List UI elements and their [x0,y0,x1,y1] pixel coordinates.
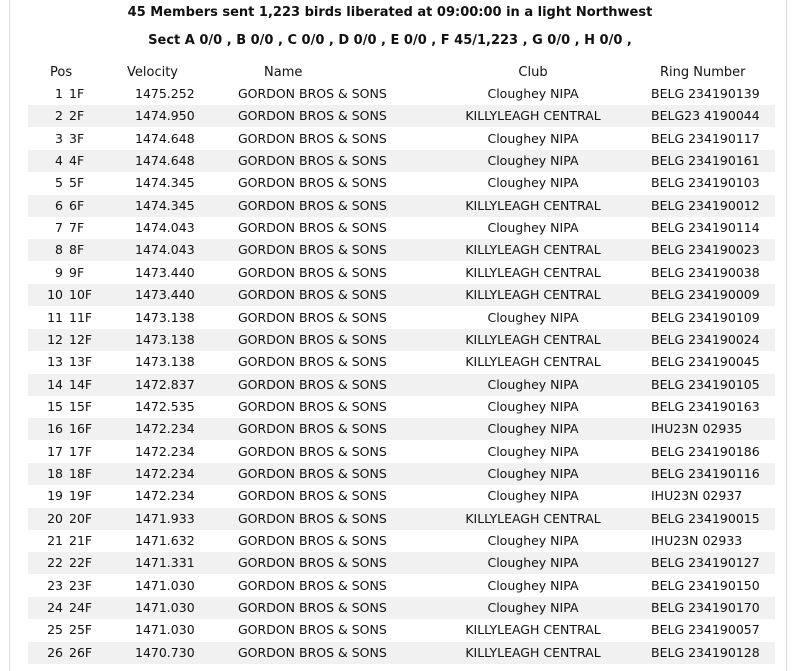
position-number: 15 [47,398,63,414]
table-row [28,262,775,284]
table-row [28,172,775,194]
position-code: 9F [69,264,85,280]
name-cell: GORDON BROS & SONS [238,220,387,236]
col-header-club: Club [518,65,548,80]
club-cell: KILLYLEAGH CENTRAL [465,242,601,258]
position-number: 23 [47,577,63,593]
table-row [28,530,775,552]
ring-number-cell: BELG 234190109 [651,309,760,325]
name-cell: GORDON BROS & SONS [238,421,387,437]
pos-cell [28,331,93,349]
ring-number-cell: BELG 234190057 [651,622,760,638]
ring-number-cell: BELG 234190139 [651,86,760,101]
velocity-cell: 1474.950 [135,108,195,124]
position-code: 23F [69,577,93,593]
table-row [28,619,775,641]
club-cell: Cloughey NIPA [487,376,579,392]
ring-number-cell: BELG 234190015 [651,510,760,526]
club-cell: Cloughey NIPA [487,443,579,459]
club-cell: Cloughey NIPA [487,577,579,593]
table-row [28,396,775,418]
club-cell: KILLYLEAGH CENTRAL [465,287,601,303]
club-cell: Cloughey NIPA [487,488,579,504]
velocity-cell: 1473.138 [135,309,195,325]
position-number: 4 [55,153,63,169]
pos-cell [28,398,93,416]
table-row [28,217,775,239]
velocity-cell: 1472.535 [135,398,195,414]
position-code: 6F [69,197,85,213]
name-cell: GORDON BROS & SONS [238,354,387,370]
pos-cell [28,487,93,505]
club-cell: Cloughey NIPA [487,421,579,437]
name-cell: GORDON BROS & SONS [238,130,387,146]
position-code: 11F [69,309,93,325]
position-code: 4F [69,153,85,169]
position-code: 17F [69,443,93,459]
name-cell: GORDON BROS & SONS [238,398,387,414]
name-cell: GORDON BROS & SONS [238,197,387,213]
table-row [28,418,775,440]
velocity-cell: 1473.138 [135,354,195,370]
club-cell: Cloughey NIPA [487,175,579,191]
ring-number-cell: BELG 234190186 [651,443,760,459]
position-number: 2 [55,108,63,124]
name-cell: GORDON BROS & SONS [238,242,387,258]
pos-cell [28,130,88,148]
velocity-cell: 1471.030 [135,622,195,638]
position-code: 14F [69,376,93,392]
velocity-cell: 1473.440 [135,264,195,280]
table-row [28,508,775,530]
position-code: 22F [69,555,93,571]
table-row [28,239,775,261]
pos-cell [28,197,88,215]
velocity-cell: 1471.331 [135,555,195,571]
club-cell: Cloughey NIPA [487,220,579,236]
pos-cell [28,219,88,237]
name-cell: GORDON BROS & SONS [238,108,387,124]
table-row [28,307,775,329]
position-number: 10 [47,287,63,303]
velocity-cell: 1473.138 [135,331,195,347]
ring-number-cell: BELG 234190116 [651,465,760,481]
name-cell: GORDON BROS & SONS [238,600,387,616]
ring-number-cell: BELG 234190114 [651,220,760,236]
velocity-cell: 1474.345 [135,197,195,213]
col-header-pos: Pos [50,65,73,80]
ring-number-cell: BELG 234190103 [651,175,760,191]
position-code: 3F [69,130,85,146]
club-cell: Cloughey NIPA [487,398,579,414]
name-cell: GORDON BROS & SONS [238,510,387,526]
pos-cell [28,152,88,170]
col-header-name: Name [264,65,303,80]
velocity-cell: 1474.648 [135,130,195,146]
name-cell: GORDON BROS & SONS [238,488,387,504]
table-row [28,128,775,150]
club-cell: KILLYLEAGH CENTRAL [465,354,601,370]
velocity-cell: 1473.440 [135,287,195,303]
club-cell: KILLYLEAGH CENTRAL [465,622,601,638]
table-row [28,195,775,217]
position-number: 12 [47,331,63,347]
position-number: 25 [47,622,63,638]
ring-number-cell: BELG 234190150 [651,577,760,593]
club-cell: KILLYLEAGH CENTRAL [465,644,601,660]
table-row [28,284,775,306]
ring-number-cell: BELG 234190163 [651,398,760,414]
pos-cell [28,286,93,304]
pos-cell [28,599,93,617]
ring-number-cell: IHU23N 02933 [651,533,743,548]
pos-cell [28,174,88,192]
pos-cell [28,420,93,438]
position-number: 9 [55,264,63,280]
table-row [28,575,775,597]
name-cell: GORDON BROS & SONS [238,533,387,548]
position-code: 7F [69,220,85,236]
position-number: 5 [55,175,63,191]
position-code: 5F [69,175,85,191]
club-cell: Cloughey NIPA [487,465,579,481]
table-row [28,105,775,127]
position-number: 8 [55,242,63,258]
pos-cell [28,107,88,125]
velocity-cell: 1472.234 [135,421,195,437]
position-number: 18 [47,465,63,481]
col-header-velocity: Velocity [127,65,178,80]
velocity-cell: 1472.837 [135,376,195,392]
position-code: 15F [69,398,93,414]
position-number: 21 [47,533,63,548]
position-number: 7 [55,220,63,236]
position-code: 2F [69,108,85,124]
ring-number-cell: BELG 234190105 [651,376,760,392]
velocity-cell: 1474.345 [135,175,195,191]
club-cell: Cloughey NIPA [487,130,579,146]
name-cell: GORDON BROS & SONS [238,264,387,280]
position-code: 12F [69,331,93,347]
pos-cell [28,376,93,394]
club-cell: Cloughey NIPA [487,555,579,571]
pos-cell [28,465,93,483]
section-summary: Sect A 0/0 , B 0/0 , C 0/0 , D 0/0 , E 0/0 , F 45/1,223 , G 0/0 , H 0/0 , [148,33,632,48]
name-cell: GORDON BROS & SONS [238,153,387,169]
pos-cell [28,443,93,461]
position-code: 21F [69,533,93,548]
club-cell: KILLYLEAGH CENTRAL [465,108,601,124]
table-row [28,150,775,172]
table-header [28,64,775,82]
club-cell: KILLYLEAGH CENTRAL [465,264,601,280]
pos-cell [28,577,93,595]
pos-cell [28,621,93,639]
table-row [28,374,775,396]
position-number: 3 [55,130,63,146]
pos-cell [28,353,93,371]
position-number: 14 [47,376,63,392]
ring-number-cell: BELG 234190012 [651,197,760,213]
velocity-cell: 1472.234 [135,465,195,481]
club-cell: KILLYLEAGH CENTRAL [465,510,601,526]
velocity-cell: 1471.632 [135,533,195,548]
table-row [28,597,775,619]
page-border-right [786,0,787,671]
position-code: 8F [69,242,85,258]
position-number: 22 [47,555,63,571]
name-cell: GORDON BROS & SONS [238,86,387,101]
pos-cell [28,264,88,282]
table-row [28,552,775,574]
position-number: 17 [47,443,63,459]
pos-cell [28,554,93,572]
position-code: 26F [69,644,93,660]
name-cell: GORDON BROS & SONS [238,175,387,191]
col-header-ring-number: Ring Number [660,65,746,80]
velocity-cell: 1472.234 [135,443,195,459]
club-cell: Cloughey NIPA [487,600,579,616]
name-cell: GORDON BROS & SONS [238,644,387,660]
ring-number-cell: BELG 234190038 [651,264,760,280]
ring-number-cell: BELG 234190161 [651,153,760,169]
velocity-cell: 1471.030 [135,600,195,616]
position-code: 18F [69,465,93,481]
table-row [28,83,775,105]
position-code: 13F [69,354,93,370]
pos-cell [28,241,88,259]
position-number: 20 [47,510,63,526]
name-cell: GORDON BROS & SONS [238,622,387,638]
club-cell: Cloughey NIPA [487,533,579,548]
name-cell: GORDON BROS & SONS [238,287,387,303]
position-code: 16F [69,421,93,437]
position-code: 20F [69,510,93,526]
velocity-cell: 1475.252 [135,86,195,101]
pos-cell [28,309,93,327]
club-cell: Cloughey NIPA [487,153,579,169]
name-cell: GORDON BROS & SONS [238,309,387,325]
club-cell: Cloughey NIPA [487,309,579,325]
club-cell: Cloughey NIPA [487,86,579,101]
club-cell: KILLYLEAGH CENTRAL [465,331,601,347]
position-number: 1 [55,86,63,101]
position-number: 19 [47,488,63,504]
table-row [28,329,775,351]
table-row [28,441,775,463]
table-row [28,351,775,373]
name-cell: GORDON BROS & SONS [238,443,387,459]
pos-cell [28,85,88,103]
position-code: 19F [69,488,93,504]
position-number: 11 [47,309,63,325]
ring-number-cell: BELG 234190117 [651,130,760,146]
position-number: 24 [47,600,63,616]
velocity-cell: 1471.030 [135,577,195,593]
ring-number-cell: BELG 234190009 [651,287,760,303]
pos-cell [28,510,93,528]
position-code: 24F [69,600,93,616]
table-row [28,485,775,507]
position-number: 13 [47,354,63,370]
name-cell: GORDON BROS & SONS [238,465,387,481]
velocity-cell: 1474.648 [135,153,195,169]
position-number: 26 [47,644,63,660]
ring-number-cell: IHU23N 02935 [651,421,743,437]
ring-number-cell: BELG23 4190044 [651,108,760,124]
table-row [28,463,775,485]
table-row [28,642,775,664]
position-number: 16 [47,421,63,437]
pos-cell [28,644,93,662]
ring-number-cell: BELG 234190170 [651,600,760,616]
velocity-cell: 1470.730 [135,644,195,660]
position-code: 25F [69,622,93,638]
page-border-left [9,0,10,671]
velocity-cell: 1474.043 [135,242,195,258]
velocity-cell: 1474.043 [135,220,195,236]
name-cell: GORDON BROS & SONS [238,331,387,347]
pos-cell [28,532,93,550]
ring-number-cell: BELG 234190023 [651,242,760,258]
position-number: 6 [55,197,63,213]
ring-number-cell: BELG 234190045 [651,354,760,370]
ring-number-cell: BELG 234190024 [651,331,760,347]
name-cell: GORDON BROS & SONS [238,555,387,571]
ring-number-cell: BELG 234190128 [651,644,760,660]
name-cell: GORDON BROS & SONS [238,376,387,392]
name-cell: GORDON BROS & SONS [238,577,387,593]
position-code: 10F [69,287,93,303]
velocity-cell: 1472.234 [135,488,195,504]
club-cell: KILLYLEAGH CENTRAL [465,197,601,213]
ring-number-cell: BELG 234190127 [651,555,760,571]
velocity-cell: 1471.933 [135,510,195,526]
ring-number-cell: IHU23N 02937 [651,488,743,504]
position-code: 1F [69,86,85,101]
race-summary: 45 Members sent 1,223 birds liberated at 09:00:00 in a light Northwest [127,5,653,20]
